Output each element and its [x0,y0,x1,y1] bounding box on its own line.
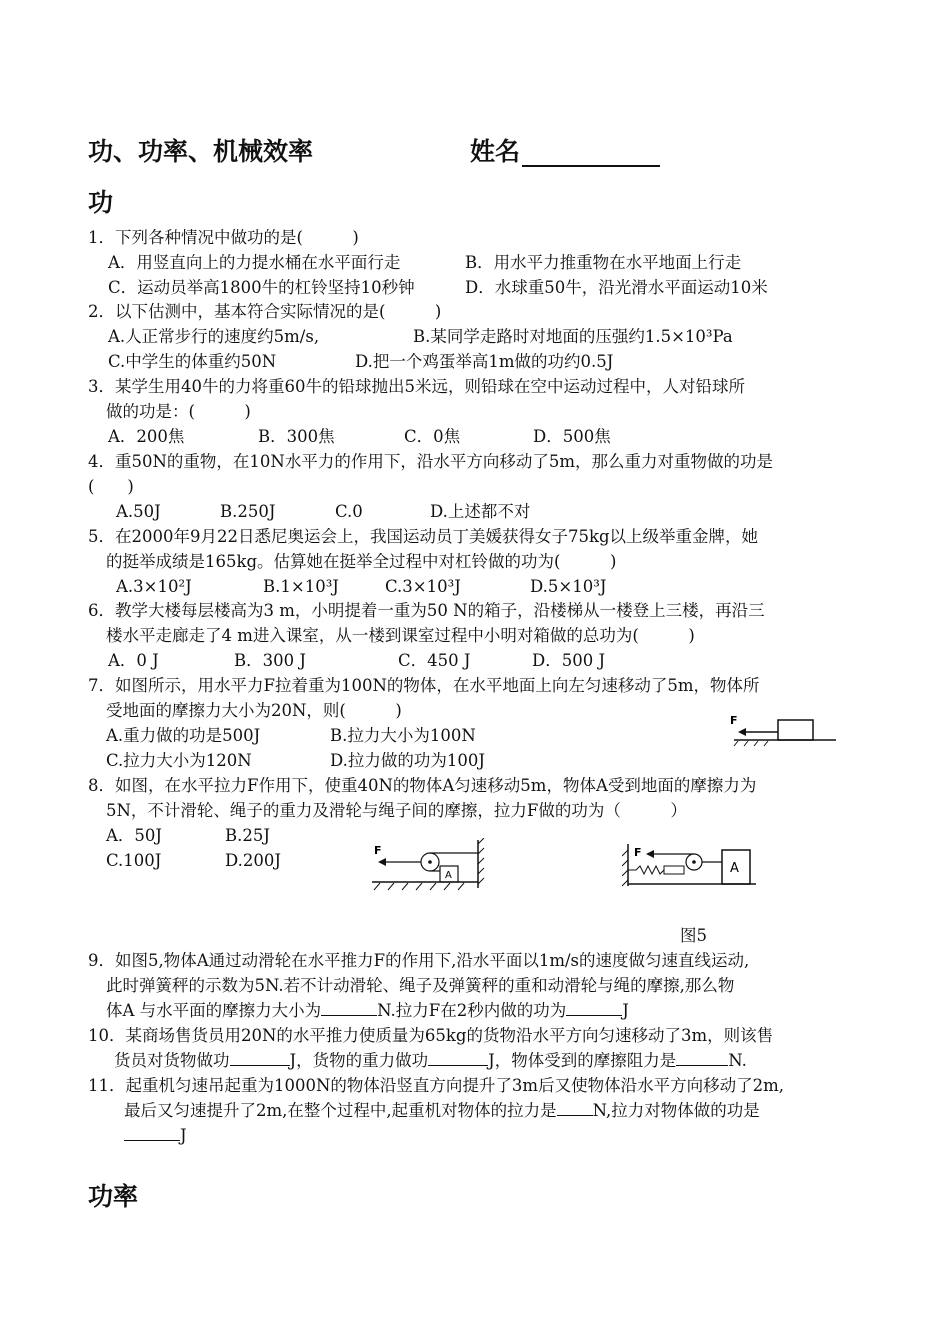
q4-option-c: C.0 [335,502,363,521]
q8-wall-hatch [478,838,484,884]
q8-block-a-label: A [445,870,452,881]
q8-pulley-figure [370,838,488,898]
q3-option-a: A．200焦 [108,427,185,446]
fig5-figure [622,840,758,894]
q9-line-2: 此时弹簧秤的示数为5N.若不计动滑轮、绳子及弹簧秤的重和动滑轮与绳的摩擦,那么物 [106,976,735,995]
section-heading-power: 功率 [88,1182,139,1211]
q10-line-2-text-d: N. [728,1051,747,1070]
q4-stem-2: ( ) [88,477,134,496]
q11-line-2-text-a: 最后又匀速提升了2m,在整个过程中,起重机对物体的拉力是 [124,1101,557,1120]
q2-option-d: D.把一个鸡蛋举高1m做的功约0.5J [355,352,614,371]
q9-line-3-text-c: J [622,1001,629,1020]
q10-line-2-text-c: J，物体受到的摩擦阻力是 [488,1051,677,1070]
q8-stem-1: 8．如图，在水平拉力F作用下，使重40N的物体A匀速移动5m，物体A受到地面的摩擦力为 [88,776,757,795]
q4-option-b: B.250J [220,502,276,521]
q9-line-3-text-b: N.拉力F在2秒内做的功为 [377,1001,567,1020]
q10-line-1: 10．某商场售货员用20N的水平推力使质量为65kg的货物沿水平方向匀速移动了3m，则该售 [88,1026,774,1045]
q9-line-3 [106,999,629,1023]
q1-option-d: D．水球重50牛，沿光滑水平面运动10米 [465,278,768,297]
q4-option-a: A.50J [116,502,161,521]
fig5-f-label: F [634,846,642,859]
q5-option-b: B.1×10³J [263,577,339,596]
q6-option-b: B．300 J [234,651,306,670]
q5-option-d: D.5×10³J [530,577,607,596]
q8-option-b: B.25J [225,826,270,845]
fig5-wall-hatch [622,850,628,886]
q8-option-a: A．50J [106,826,163,845]
q8-pulley-axle [428,860,432,864]
q5-stem-1: 5．在2000年9月22日悉尼奥运会上，我国运动员丁美媛获得女子75kg以上级举重金牌，她 [88,527,759,546]
q11-line-2 [124,1099,760,1123]
fig5-spring-scale-body [664,866,684,874]
q8-stem-2: 5N，不计滑轮、绳子的重力及滑轮与绳子间的摩擦，拉力F做的功为（ ） [106,801,687,820]
q8-ground-hatch [374,883,464,890]
q1-option-c: C．运动员举高1800牛的杠铃坚持10秒钟 [108,278,415,297]
q7-option-d: D.拉力做的功为100J [330,751,485,770]
q2-option-c: C.中学生的体重约50N [108,352,277,371]
q7-block [778,720,813,740]
q3-stem-2: 做的功是：( ) [106,402,251,421]
q9-line-3-text-a: 体A 与水平面的摩擦力大小为 [106,1001,322,1020]
q7-f-label: F [730,714,738,727]
q5-option-a: A.3×10²J [116,577,192,596]
q9-friction-blank[interactable] [321,999,377,1016]
q7-figure [728,712,838,748]
q8-option-d: D.200J [225,851,281,870]
q7-arrow-icon [738,728,746,736]
q6-option-d: D．500 J [532,651,606,670]
page-title: 功、功率、机械效率 [88,137,314,166]
q2-stem: 2．以下估测中，基本符合实际情况的是( ) [88,302,442,321]
fig5-caption: 图5 [680,926,707,945]
q4-option-d: D.上述都不对 [430,502,531,521]
q10-line-2-text-a: 货员对货物做功 [114,1051,230,1070]
q11-tension-blank[interactable] [557,1099,593,1116]
q1-stem: 1．下列各种情况中做功的是( ) [88,228,359,247]
q2-option-a: A.人正常步行的速度约5m/s, [108,327,320,346]
q8-option-c: C.100J [106,851,162,870]
q7-option-c: C.拉力大小为120N [106,751,252,770]
title-row [88,134,848,174]
q3-option-d: D．500焦 [533,427,611,446]
q4-stem-1: 4．重50N的重物，在10N水平力的作用下，沿水平方向移动了5m，那么重力对重物做的功是 [88,452,774,471]
q7-ground-hatch [734,741,768,746]
fig5-block-a-label: A [730,861,739,876]
q7-stem-2: 受地面的摩擦力大小为20N，则( ) [106,701,402,720]
q3-option-c: C．0焦 [404,427,461,446]
q11-line-3 [124,1124,187,1148]
fig5-pulley-axle [692,860,696,864]
q10-work-blank[interactable] [230,1049,290,1066]
name-blank-line[interactable] [522,165,660,167]
name-label: 姓名 [470,137,521,166]
fig5-arrow-icon [646,850,654,858]
q10-line-2-text-b: J，货物的重力做功 [289,1051,429,1070]
q6-stem-2: 楼水平走廊走了4 m进入课室，从一楼到课室过程中小明对箱做的总功为( ) [106,626,695,645]
q2-option-b: B.某同学走路时对地面的压强约1.5×10³Pa [413,327,733,346]
q8-arrow-icon [378,858,386,866]
q1-option-b: B．用水平力推重物在水平地面上行走 [465,253,742,272]
q11-line-3-text: J [180,1126,187,1145]
q11-work-blank[interactable] [124,1124,180,1141]
q11-line-2-text-b: N,拉力对物体做的功是 [592,1101,760,1120]
q3-stem-1: 3．某学生用40牛的力将重60牛的铅球抛出5米远，则铅球在空中运动过程中，人对铅球所 [88,377,745,396]
q10-friction-blank[interactable] [676,1049,728,1066]
q10-gravity-work-blank[interactable] [428,1049,488,1066]
q6-stem-1: 6．教学大楼每层楼高为3 m，小明提着一重为50 N的箱子，沿楼梯从一楼登上三楼，再沿三 [88,601,765,620]
q10-line-2 [114,1049,747,1073]
section-heading-work: 功 [88,188,114,217]
q5-option-c: C.3×10³J [385,577,461,596]
q1-option-a: A．用竖直向上的力提水桶在水平面行走 [108,253,401,272]
q3-option-b: B．300焦 [258,427,335,446]
q9-line-1: 9．如图5,物体A通过动滑轮在水平推力F的作用下,沿水平面以1m/s的速度做匀速直线运动, [88,951,750,970]
q9-work-blank[interactable] [566,999,622,1016]
q7-option-a: A.重力做的功是500J [106,726,261,745]
q5-stem-2: 的挺举成绩是165kg。估算她在挺举全过程中对杠铃做的功为( ) [106,552,617,571]
q8-f-label: F [374,844,382,857]
q6-option-c: C．450 J [398,651,471,670]
q7-option-b: B.拉力大小为100N [330,726,476,745]
q11-line-1: 11．起重机匀速吊起重为1000N的物体沿竖直方向提升了3m后又使物体沿水平方向移动了2m, [88,1076,784,1095]
q7-stem-1: 7．如图所示，用水平力F拉着重为100N的物体，在水平地面上向左匀速移动了5m，物体所 [88,676,760,695]
q6-option-a: A．0 J [108,651,159,670]
